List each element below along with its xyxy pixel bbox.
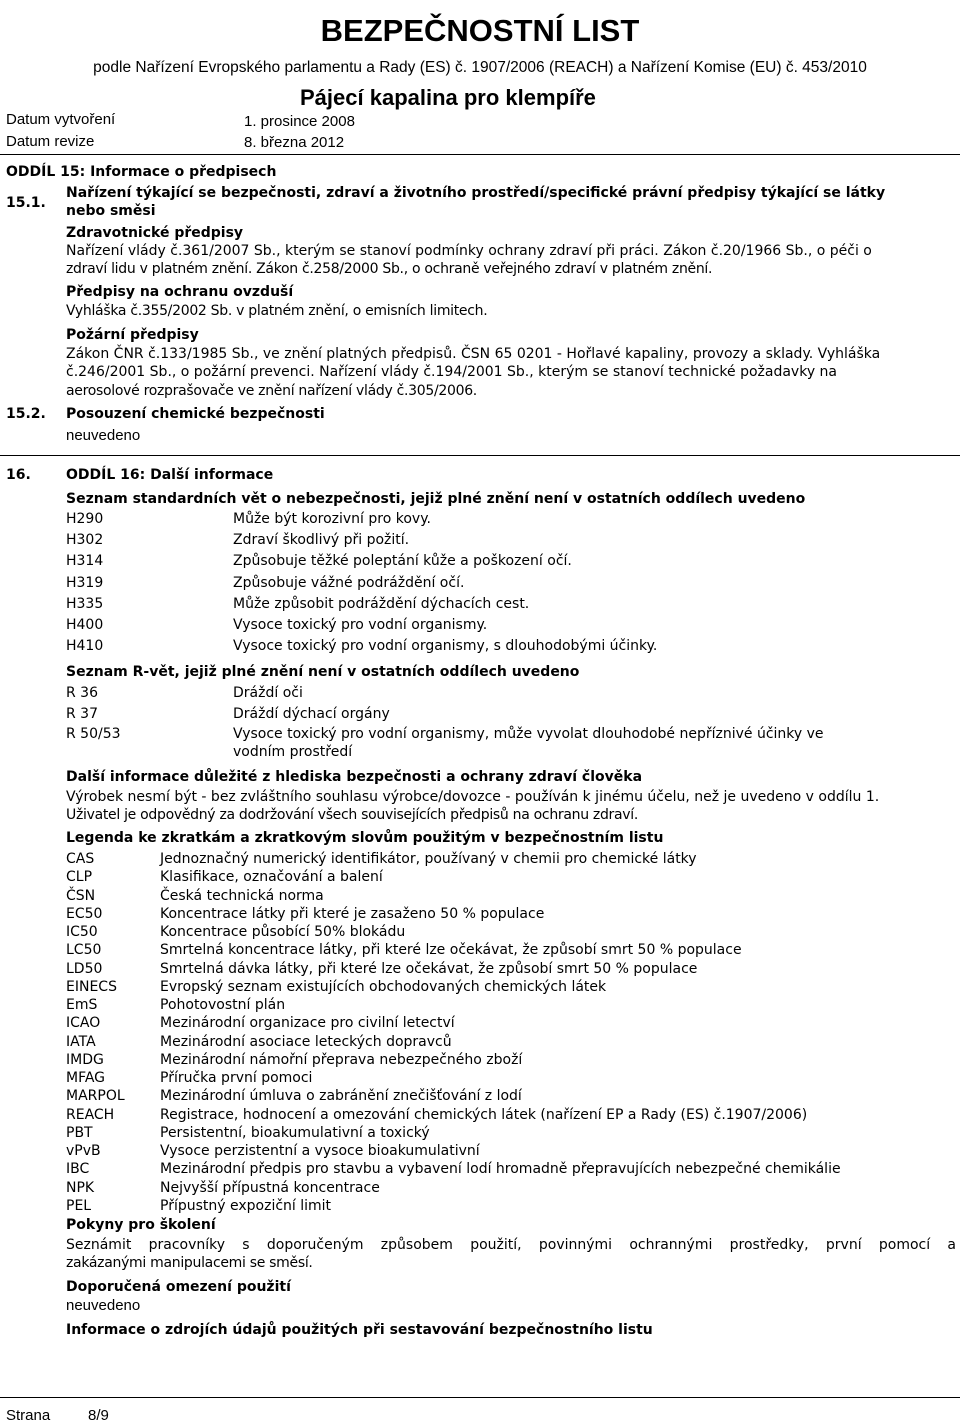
hazard-statement-code: H410	[66, 638, 104, 655]
legend-item-code: LC50	[66, 942, 102, 959]
sources-title: Informace o zdrojích údajů použitých při sestavování bezpečnostního listu	[66, 1322, 653, 1338]
legend-item-text: Koncentrace působící 50% blokádu	[160, 924, 406, 940]
legend-item-text: Mezinárodní organizace pro civilní letectví	[160, 1015, 455, 1032]
r-phrases-title: Seznam R-vět, jejiž plné znění není v ostatních oddílech uvedeno	[66, 664, 580, 680]
additional-info-line1: Výrobek nesmí být - bez zvláštního souhlasu výrobce/dovozce - používán k jinému účelu, než je uvedeno v oddílu 1.	[66, 789, 880, 805]
section-divider	[0, 455, 960, 456]
regulation-subtitle: podle Nařízení Evropského parlamentu a Rady (ES) č. 1907/2006 (REACH) a Nařízení Komise (EU) č. 453/2010	[93, 59, 867, 76]
fire-regulations-line3: aerosolové rozprašovače ve znění nařízení vlády č.305/2006.	[66, 383, 477, 399]
legend-item-code: REACH	[66, 1106, 115, 1123]
fire-regulations-line1: Zákon ČNR č.133/1985 Sb., ve znění platných předpisů. ČSN 65 0201 - Hořlavé kapaliny, provozy a sklady. Vyhláška	[66, 346, 881, 362]
legend-item-code: LD50	[66, 960, 103, 977]
r-phrase-code: R 37	[66, 705, 98, 722]
air-regulations-title: Předpisy na ochranu ovzduší	[66, 284, 294, 300]
legend-item-text: Příručka první pomoci	[160, 1070, 313, 1086]
legend-item-code: IBC	[66, 1161, 90, 1178]
legend-item-code: MARPOL	[66, 1088, 125, 1105]
page-number: 8/9	[88, 1407, 109, 1424]
subsection-15-2-number: 15.2.	[6, 406, 46, 422]
subsection-15-2-title: Posouzení chemické bezpečnosti	[66, 406, 325, 422]
header-divider	[0, 154, 960, 155]
hazard-statement-text: Může způsobit podráždění dýchacích cest.	[233, 595, 530, 612]
legend-item-text: Mezinárodní asociace leteckých dopravců	[160, 1033, 452, 1050]
training-text-line2: zakázanými manipulacemi se směsí.	[66, 1255, 313, 1271]
legend-item-text: Mezinárodní úmluva o zabránění znečišťování z lodí	[160, 1088, 522, 1105]
r-phrase-code: R 50/53	[66, 726, 121, 742]
legend-item-code: ČSN	[66, 887, 96, 904]
hazard-statement-text: Vysoce toxický pro vodní organismy.	[233, 617, 488, 633]
hazard-statement-code: H400	[66, 617, 104, 633]
r-phrase-text: Vysoce toxický pro vodní organismy, může vyvolat dlouhodobé nepříznivé účinky ve	[233, 726, 824, 742]
legend-item-code: IATA	[66, 1033, 96, 1050]
health-regulations-title: Zdravotnické předpisy	[66, 225, 244, 241]
subsection-15-1-title-line2: nebo směsi	[66, 203, 156, 219]
legend-item-code: IMDG	[66, 1051, 104, 1068]
hazard-statement-code: H335	[66, 595, 104, 612]
legend-item-text: Smrtelná dávka látky, při které lze očekávat, že způsobí smrt 50 % populace	[160, 960, 698, 977]
legend-item-code: EmS	[66, 997, 98, 1013]
hazard-statement-code: H314	[66, 553, 104, 570]
restrictions-text: neuvedeno	[66, 1297, 141, 1314]
legend-item-text: Nejvyšší přípustná koncentrace	[160, 1179, 380, 1196]
legend-item-text: Koncentrace látky při které je zasaženo 50 % populace	[160, 905, 545, 922]
section-15-heading: ODDÍL 15: Informace o předpisech	[6, 164, 277, 180]
hazard-statement-code: H319	[66, 574, 104, 591]
legend-item-text: Smrtelná koncentrace látky, při které lze očekávat, že způsobí smrt 50 % populace	[160, 942, 742, 959]
legend-item-text: Persistentní, bioakumulativní a toxický	[160, 1124, 430, 1141]
restrictions-title: Doporučená omezení použití	[66, 1279, 291, 1295]
revision-date-label: Datum revize	[6, 133, 95, 150]
legend-item-text: Vysoce perzistentní a vysoce bioakumulativní	[160, 1143, 480, 1159]
document-title: BEZPEČNOSTNÍ LIST	[320, 13, 640, 48]
product-name: Pájecí kapalina pro klempíře	[300, 85, 596, 110]
legend-item-code: EINECS	[66, 978, 117, 995]
additional-info-line2: Uživatel je odpovědný za dodržování všech souvisejících předpisů na ochranu zdraví.	[66, 807, 639, 823]
legend-title: Legenda ke zkratkám a zkratkovým slovům použitým v bezpečnostním listu	[66, 830, 664, 846]
created-date-value: 1. prosince 2008	[244, 113, 355, 130]
section-16-number: 16.	[6, 467, 31, 483]
revision-date-value: 8. března 2012	[244, 134, 345, 151]
hazard-statement-text: Zdraví škodlivý při požití.	[233, 532, 410, 549]
additional-info-title: Další informace důležité z hlediska bezpečnosti a ochrany zdraví člověka	[66, 769, 643, 785]
legend-item-text: Mezinárodní předpis pro stavbu a vybavení lodí hromadně přepravujících nebezpečné chemikálie	[160, 1161, 841, 1178]
air-regulations-line: Vyhláška č.355/2002 Sb. v platném znění, o emisních limitech.	[66, 303, 488, 319]
training-text-line1: Seznámit pracovníky s doporučeným způsobem použití, povinnými ochrannými prostředky, první pomocí a	[66, 1237, 956, 1253]
hazard-statement-text: Způsobuje těžké poleptání kůže a poškození očí.	[233, 553, 572, 570]
subsection-15-1-title-line1: Nařízení týkající se bezpečnosti, zdraví a životního prostředí/specifické právní předpisy týkající se látky	[66, 185, 886, 201]
subsection-15-2-text: neuvedeno	[66, 427, 141, 444]
r-phrase-code: R 36	[66, 685, 98, 701]
hazard-statement-text: Vysoce toxický pro vodní organismy, s dlouhodobými účinky.	[233, 638, 658, 655]
hazard-statement-text: Způsobuje vážné podráždění očí.	[233, 574, 465, 591]
legend-item-text: Přípustný expoziční limit	[160, 1197, 332, 1214]
hazard-statements-title: Seznam standardních vět o nebezpečnosti, jejiž plné znění není v ostatních oddílech uvedeno	[66, 491, 806, 507]
legend-item-text: Evropský seznam existujících obchodovaných chemických látek	[160, 978, 607, 995]
subsection-15-1-number: 15.1.	[6, 195, 46, 211]
legend-item-code: EC50	[66, 905, 103, 922]
legend-item-text: Česká technická norma	[160, 887, 324, 904]
legend-item-text: Mezinárodní námořní přeprava nebezpečného zboží	[160, 1051, 523, 1068]
legend-item-code: NPK	[66, 1179, 95, 1196]
fire-regulations-title: Požární předpisy	[66, 327, 199, 343]
r-phrase-text: Dráždí dýchací orgány	[233, 705, 390, 722]
legend-item-text: Klasifikace, označování a balení	[160, 869, 383, 886]
training-title: Pokyny pro školení	[66, 1217, 216, 1233]
footer-divider	[0, 1397, 960, 1398]
r-phrase-text-continued: vodním prostředí	[233, 744, 353, 760]
hazard-statement-text: Může být korozivní pro kovy.	[233, 511, 431, 527]
legend-item-code: CLP	[66, 869, 93, 886]
created-date-label: Datum vytvoření	[6, 111, 116, 128]
r-phrase-text: Dráždí oči	[233, 685, 303, 701]
legend-item-code: PEL	[66, 1197, 92, 1214]
health-regulations-line1: Nařízení vlády č.361/2007 Sb., kterým se stanoví podmínky ochrany zdraví při práci. Zákon č.20/1966 Sb., o péči o	[66, 243, 872, 259]
legend-item-text: Jednoznačný numerický identifikátor, používaný v chemii pro chemické látky	[160, 851, 697, 867]
legend-item-code: MFAG	[66, 1070, 106, 1086]
hazard-statement-code: H290	[66, 511, 104, 527]
legend-item-text: Pohotovostní plán	[160, 997, 286, 1013]
legend-item-code: ICAO	[66, 1015, 101, 1032]
legend-item-code: IC50	[66, 924, 98, 940]
legend-item-code: CAS	[66, 851, 95, 867]
legend-item-code: PBT	[66, 1124, 93, 1141]
fire-regulations-line2: č.246/2001 Sb., o požární prevenci. Nařízení vlády č.194/2001 Sb., kterým se stanoví technické požadavky na	[66, 364, 838, 380]
hazard-statement-code: H302	[66, 532, 104, 549]
legend-item-text: Registrace, hodnocení a omezování chemických látek (nařízení EP a Rady (ES) č.1907/2006)	[160, 1106, 808, 1123]
health-regulations-line2: zdraví lidu v platném znění. Zákon č.258/2000 Sb., o ochraně veřejného zdraví v platném znění.	[66, 261, 713, 277]
page-label: Strana	[6, 1407, 51, 1424]
section-16-heading: ODDÍL 16: Další informace	[66, 467, 274, 483]
legend-item-code: vPvB	[66, 1143, 101, 1159]
